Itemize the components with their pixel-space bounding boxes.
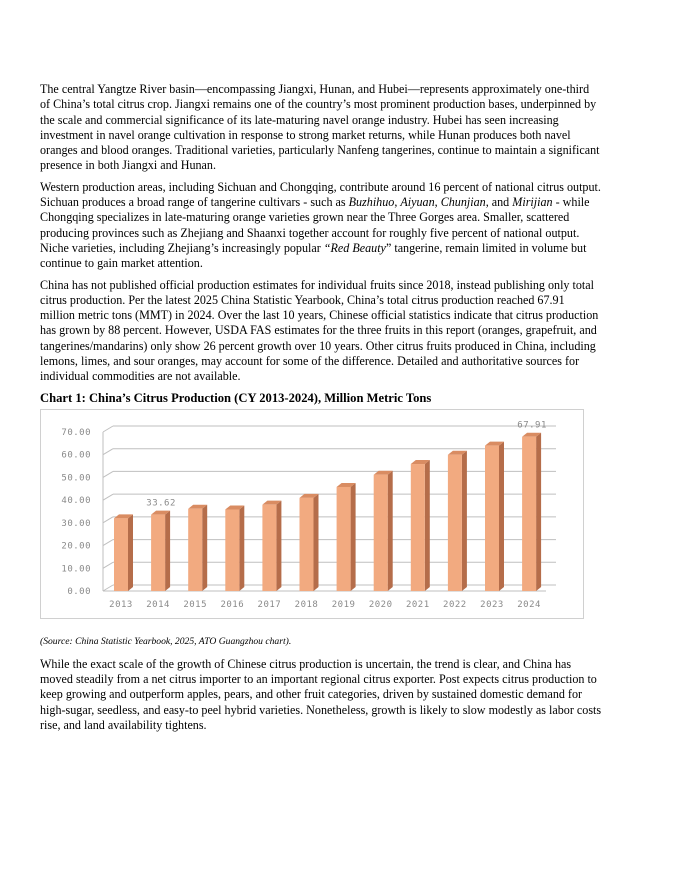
closing-paragraph: While the exact scale of the growth of Chinese citrus production is uncertain, the trend is clear, and China has moved steadily from a net citrus importer to an important regional citrus exporter. Post expects citrus production to keep growing and outperform apples, pears, and other fruit categories, driven by sustained domestic demand for high-sugar, seedless, and easy-to peel hybrid varieties. Nonetheless, growth is likely to slow modestly as labor costs rise, and land availability tightens. [40, 656, 602, 732]
x-tick-label: 2019 [331, 599, 356, 610]
bar-side [128, 514, 133, 591]
bar [374, 474, 388, 590]
x-tick-label: 2016 [220, 599, 245, 610]
bar-side [239, 505, 244, 591]
gridline-depth [103, 539, 113, 545]
text-run: - while Chongqing specializes in late-maturing orange varieties grown near the Three Gorges area. Smaller, scattered producing provinces such as Zhejiang and Shaanxi together account for roughly five percent of national output. Niche varieties, including Zhejiang’s increasingly popular [40, 195, 590, 255]
bar-side [536, 432, 541, 590]
data-label: 67.91 [517, 420, 547, 431]
x-tick-label: 2015 [183, 599, 208, 610]
x-tick-label: 2013 [109, 599, 133, 610]
bar [300, 498, 314, 591]
chart-heading: Chart 1: China’s Citrus Production (CY 2013-2024), Million Metric Tons [40, 390, 432, 405]
gridline-depth [103, 562, 113, 568]
y-tick-label: 40.00 [61, 495, 91, 506]
bar [411, 464, 425, 591]
body-paragraph [40, 82, 602, 174]
bar [114, 518, 128, 591]
y-tick-label: 0.00 [67, 586, 91, 597]
y-tick-label: 30.00 [61, 518, 91, 529]
bar [522, 436, 536, 590]
x-tick-label: 2018 [294, 599, 319, 610]
chart-source-note: (Source: China Statistic Yearbook, 2025, ATO Guangzhou chart). [40, 635, 292, 647]
data-label: 33.62 [146, 498, 176, 509]
report-page [40, 82, 602, 739]
y-tick-label: 70.00 [61, 427, 91, 438]
chart-svg [41, 410, 583, 618]
x-tick-label: 2020 [368, 599, 393, 610]
y-tick-label: 10.00 [61, 563, 91, 574]
x-tick-label: 2021 [405, 599, 430, 610]
bar [485, 445, 499, 590]
text-run: The central Yangtze River basin—encompassing Jiangxi, Hunan, and Hubei—represents approximately one-third of China’s total citrus crop. Jiangxi remains one of the country’s most prominent production bases, underpinned by the scale and commercial significance of its late-maturing navel orange industry. Hubei has seen increasing investment in navel orange cultivation in response to strong market returns, while Hunan produces both navel oranges and blood oranges. Traditional varieties, particularly Nanfeng tangerines, continue to maintain a significant presence in both Jiangxi and Hunan. [40, 82, 600, 173]
bar-side [314, 494, 319, 591]
y-tick-label: 60.00 [61, 450, 91, 461]
body-paragraphs [40, 82, 602, 385]
bar-side [425, 460, 430, 591]
italic-term: Mirijian [512, 195, 553, 210]
body-paragraph [40, 278, 602, 385]
gridline-depth [103, 471, 113, 477]
chart-bars [114, 432, 541, 590]
bar-side [202, 504, 207, 590]
italic-term: Buzhihuo [348, 195, 395, 210]
gridline-depth [103, 448, 113, 454]
italic-term: Aiyuan [400, 195, 435, 210]
body-paragraph [40, 180, 602, 272]
text-run: Western production areas, including Sichuan and Chongqing, contribute around 16 percent of national citrus output. Sichuan produces a broad range of tangerine cultivars - such as [40, 179, 601, 210]
bar [188, 508, 202, 590]
bar-side [499, 441, 504, 590]
x-tick-label: 2024 [517, 599, 541, 610]
x-tick-label: 2023 [480, 599, 504, 610]
italic-term: “Red Beauty [323, 240, 386, 255]
citrus-production-chart [40, 409, 584, 619]
y-tick-label: 50.00 [61, 473, 91, 484]
italic-term: Chunjian [440, 195, 486, 210]
bar-side [388, 470, 393, 590]
bar [151, 514, 165, 590]
bar-side [462, 450, 467, 590]
bar [262, 504, 276, 590]
text-run: , [434, 195, 441, 210]
x-tick-label: 2022 [443, 599, 467, 610]
bar [448, 454, 462, 590]
bar [225, 509, 239, 591]
bar [337, 487, 351, 591]
gridline-depth [103, 516, 113, 522]
text-run: ” tangerine, remain limited in volume but continue to gain market attention. [40, 240, 587, 271]
x-tick-label: 2014 [146, 599, 170, 610]
gridline-depth [103, 494, 113, 500]
text-run: , and [485, 195, 513, 210]
gridline-depth [103, 426, 113, 432]
gridline-depth [103, 585, 113, 591]
y-tick-label: 20.00 [61, 541, 91, 552]
text-run: , [394, 195, 401, 210]
bar-side [351, 483, 356, 591]
x-tick-label: 2017 [257, 599, 282, 610]
bar-side [276, 500, 281, 590]
bar-side [165, 510, 170, 590]
text-run: China has not published official production estimates for individual fruits since 2018, instead publishing only total citrus production. Per the latest 2025 China Statistic Yearbook, China’s total citrus production reached 67.91 million metric tons (MMT) in 2024. Over the last 10 years, Chinese official statistics indicate that citrus production has grown by 88 percent. However, USDA FAS estimates for the three fruits in this report (oranges, grapefruit, and tangerines/mandarins) only show 26 percent growth over 10 years. Other citrus fruits produced in China, including lemons, limes, and sour oranges, may account for some of the difference. Detailed and authoritative sources for individual commodities are not available. [40, 277, 599, 384]
